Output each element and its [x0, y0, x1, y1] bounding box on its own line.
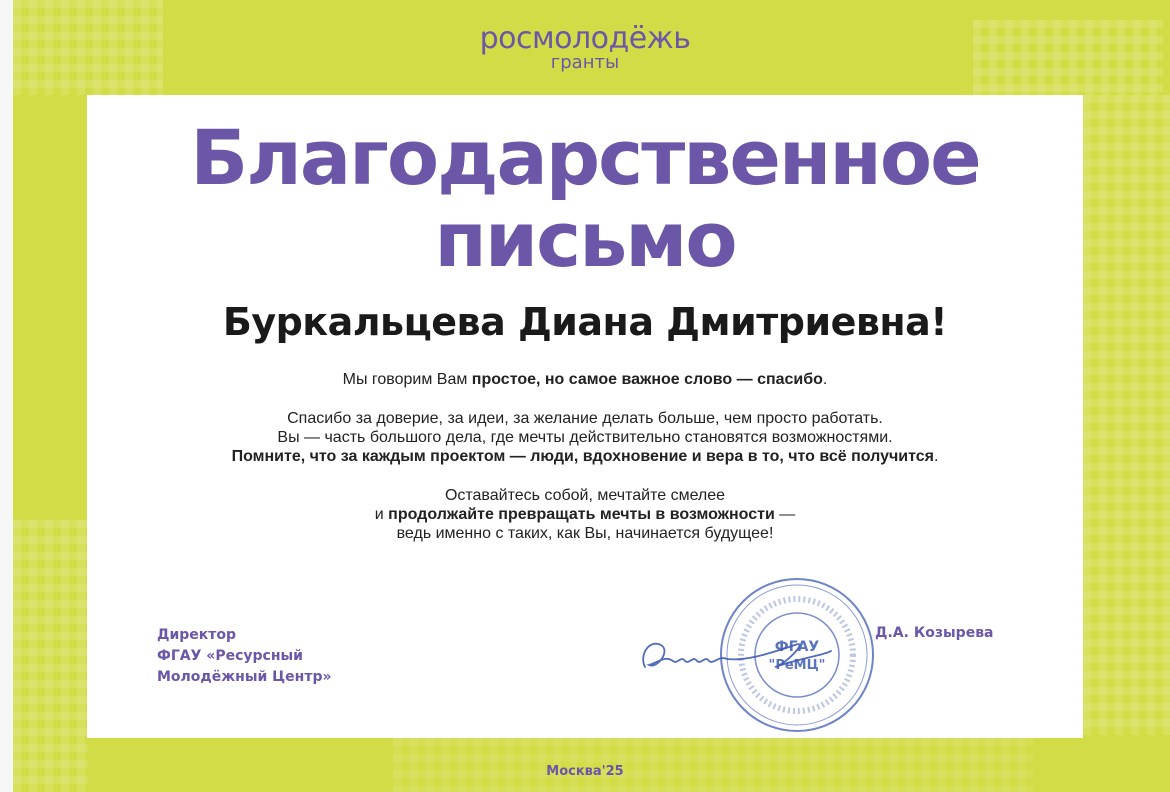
p1-bold: простое, но самое важное слово — спасибо — [471, 371, 823, 388]
signer-line-3: Молодёжный Центр» — [157, 669, 332, 685]
stamp-line-2: "РеМЦ" — [768, 658, 826, 673]
paragraph-2 — [87, 409, 1083, 466]
title-line-2: письмо — [434, 195, 736, 284]
p3-line-2-end: — — [774, 506, 796, 523]
p3-line-2-bold: продолжайте превращать мечты в возможности — [388, 506, 775, 523]
p3-line-2-start: и — [374, 506, 389, 523]
letter-title — [87, 113, 1083, 284]
brand-subtitle: гранты — [550, 52, 620, 73]
paragraph-3 — [87, 486, 1083, 543]
paragraph-1 — [87, 370, 1083, 389]
signer-position — [157, 625, 332, 688]
brand-logo — [0, 22, 1170, 72]
pattern-right — [1083, 95, 1170, 735]
signer-name: Д.А. Козырева — [875, 625, 994, 641]
p2-line-3-end: . — [933, 448, 939, 465]
recipient-name: Буркальцева Диана Дмитриевна! — [222, 300, 948, 344]
brand-name: росмолодёжь — [479, 21, 691, 56]
p1-end: . — [822, 371, 828, 388]
letter-body — [87, 370, 1083, 563]
p2-line-3: Помните, что за каждым проектом — люди, вдохновение и вера в то, что всё получится — [231, 448, 934, 465]
stamp-line-1: ФГАУ — [774, 639, 820, 655]
handwritten-signature — [635, 625, 835, 685]
p3-line-3: ведь именно с таких, как Вы, начинается будущее! — [396, 525, 774, 542]
city-year: Москва'25 — [546, 764, 624, 779]
signer-line-1: Директор — [157, 627, 237, 643]
p3-line-1: Оставайтесь собой, мечтайте смелее — [444, 487, 726, 504]
p1-text: Мы говорим Вам — [342, 371, 472, 388]
p2-line-1: Спасибо за доверие, за идеи, за желание делать больше, чем просто работать. — [287, 410, 883, 427]
p2-line-2: Вы — часть большого дела, где мечты действительно становятся возможностями. — [277, 429, 893, 446]
pattern-bottom-left — [13, 520, 88, 792]
letter-sheet — [87, 95, 1083, 738]
signer-line-2: ФГАУ «Ресурсный — [157, 648, 303, 664]
title-line-1: Благодарственное — [190, 113, 980, 202]
